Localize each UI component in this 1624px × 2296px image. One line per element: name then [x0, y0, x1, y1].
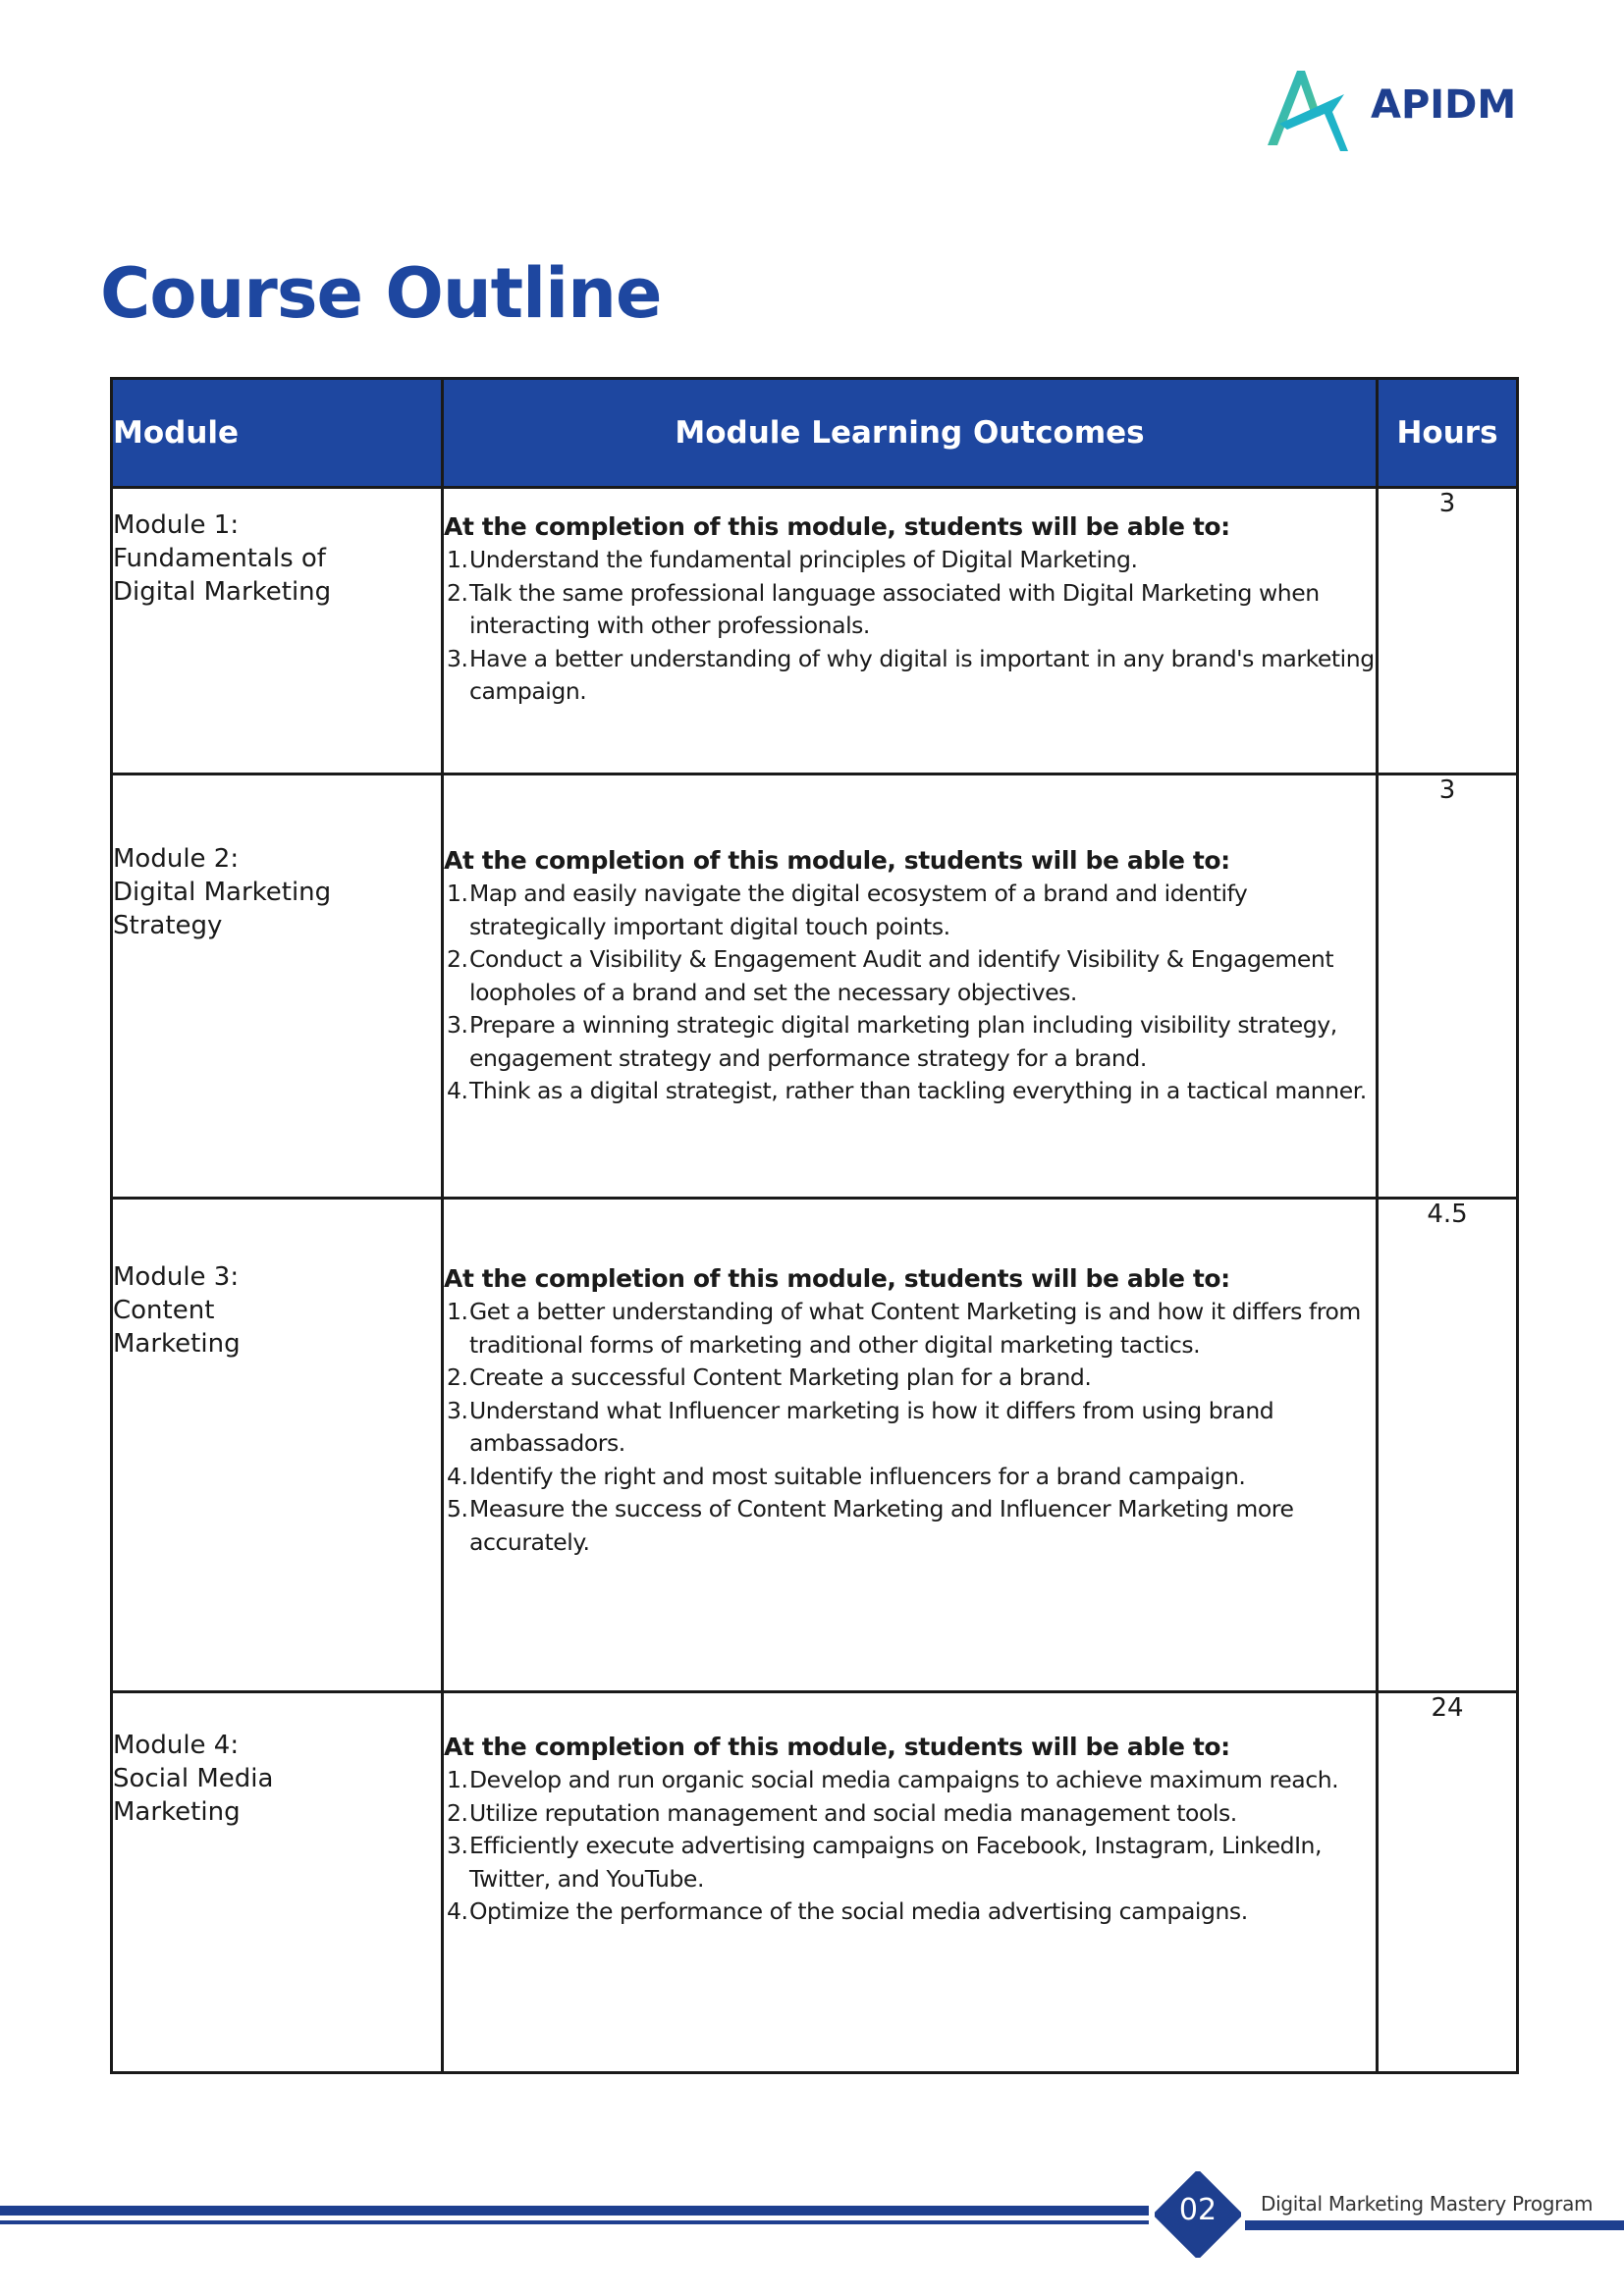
outcome-text: Map and easily navigate the digital ecosystem of a brand and identify strategically important digital touch points.	[469, 880, 1248, 940]
outcome-item	[447, 878, 1376, 943]
outcome-item	[447, 643, 1376, 709]
footer-bar-thin	[0, 2220, 1149, 2224]
outcomes-cell	[443, 1692, 1378, 2073]
header-outcomes: Module Learning Outcomes	[443, 379, 1378, 488]
footer-bar	[0, 2206, 1149, 2216]
outcomes-intro: At the completion of this module, students will be able to:	[444, 1264, 1230, 1293]
outcome-item	[447, 1461, 1376, 1494]
outcome-number: 1.	[447, 546, 468, 573]
module-name-line: Social Media	[113, 1764, 274, 1793]
outcome-text: Think as a digital strategist, rather than tackling everything in a tactical manner.	[469, 1077, 1367, 1104]
outcome-item	[447, 1395, 1376, 1461]
outcome-item	[447, 1764, 1376, 1797]
outcome-item	[447, 1075, 1376, 1108]
outcome-number: 4.	[447, 1077, 468, 1104]
outcome-item	[447, 1493, 1376, 1559]
outcome-item	[447, 1362, 1376, 1395]
outcome-number: 2.	[447, 945, 468, 973]
outcome-text: Conduct a Visibility & Engagement Audit and identify Visibility & Engagement loopholes of a brand and set the necessary objectives.	[469, 945, 1334, 1006]
outcomes-intro: At the completion of this module, students will be able to:	[444, 1733, 1230, 1761]
apidm-logo	[1260, 65, 1544, 153]
header-hours: Hours	[1378, 379, 1518, 488]
outcomes-list	[444, 544, 1376, 709]
outcome-text: Create a successful Content Marketing plan for a brand.	[469, 1363, 1092, 1391]
module-name-line: Fundamentals of	[113, 544, 326, 573]
outcome-item	[447, 1830, 1376, 1896]
outcomes-intro: At the completion of this module, students will be able to:	[444, 846, 1230, 875]
outcome-text: Understand what Influencer marketing is how it differs from using brand ambassadors.	[469, 1396, 1274, 1457]
outcome-number: 1.	[447, 1766, 468, 1793]
outcomes-intro: At the completion of this module, students will be able to:	[444, 512, 1230, 541]
hours-cell: 4.5	[1378, 1199, 1518, 1692]
module-name-line: Strategy	[113, 911, 223, 940]
outcome-item	[447, 544, 1376, 577]
outcome-number: 1.	[447, 880, 468, 907]
logo-text: APIDM	[1371, 82, 1517, 128]
page-number: 02	[1178, 2193, 1218, 2227]
hours-cell: 24	[1378, 1692, 1518, 2073]
outcomes-list	[444, 1296, 1376, 1559]
outcome-text: Efficiently execute advertising campaigns on Facebook, Instagram, LinkedIn, Twitter, and YouTube.	[469, 1832, 1323, 1893]
outcome-number: 3.	[447, 1396, 468, 1424]
outcome-text: Prepare a winning strategic digital marketing plan including visibility strategy, engagement strategy and performance strategy for a brand.	[469, 1011, 1337, 1072]
outcomes-cell	[443, 488, 1378, 774]
outcome-item	[447, 943, 1376, 1009]
outcome-item	[447, 1797, 1376, 1831]
outcome-item	[447, 1296, 1376, 1362]
outcome-number: 2.	[447, 1798, 468, 1827]
table-row	[112, 1199, 1518, 1692]
module-name-line: Digital Marketing	[113, 878, 332, 907]
module-name-line: Marketing	[113, 1329, 241, 1359]
outcome-text: Talk the same professional language associated with Digital Marketing when interacting with other professionals.	[469, 578, 1320, 639]
outcome-number: 3.	[447, 1832, 468, 1859]
outcome-number: 1.	[447, 1298, 468, 1325]
header-module: Module	[112, 379, 443, 488]
module-name-line: Marketing	[113, 1797, 241, 1827]
module-name-cell	[112, 774, 443, 1199]
outcome-number: 2.	[447, 578, 468, 607]
module-name-line: Digital Marketing	[113, 577, 332, 607]
module-name-cell	[112, 488, 443, 774]
outcome-number: 4.	[447, 1462, 468, 1490]
outcome-item	[447, 577, 1376, 643]
outcome-text: Utilize reputation management and social media management tools.	[469, 1798, 1237, 1827]
apidm-arrow-icon	[1260, 65, 1358, 153]
outcome-number: 2.	[447, 1363, 468, 1391]
hours-cell: 3	[1378, 488, 1518, 774]
module-name-line: Module 2:	[113, 844, 240, 874]
outcome-number: 3.	[447, 1011, 468, 1039]
module-name-line: Module 1:	[113, 510, 240, 540]
module-name-cell	[112, 1199, 443, 1692]
module-name-line: Module 3:	[113, 1262, 240, 1292]
table-row	[112, 774, 1518, 1199]
footer-bar-right	[1245, 2220, 1624, 2230]
footer-program-label: Digital Marketing Mastery Program	[1261, 2192, 1594, 2216]
outcome-text: Get a better understanding of what Content Marketing is and how it differs from traditional forms of marketing and other digital marketing tactics.	[469, 1298, 1361, 1359]
outcome-text: Have a better understanding of why digital is important in any brand's marketing campaign.	[469, 644, 1375, 705]
outcome-item	[447, 1896, 1376, 1929]
hours-cell: 3	[1378, 774, 1518, 1199]
outcome-text: Develop and run organic social media campaigns to achieve maximum reach.	[469, 1766, 1339, 1793]
page-title: Course Outline	[100, 253, 662, 334]
outcomes-cell	[443, 1199, 1378, 1692]
course-outline-table	[110, 377, 1519, 2074]
outcome-text: Optimize the performance of the social media advertising campaigns.	[469, 1897, 1248, 1925]
table-row	[112, 1692, 1518, 2073]
outcome-item	[447, 1009, 1376, 1075]
table-header-row	[112, 379, 1518, 488]
outcomes-list	[444, 1764, 1376, 1929]
outcome-number: 5.	[447, 1495, 468, 1522]
module-name-cell	[112, 1692, 443, 2073]
module-name-line: Module 4:	[113, 1731, 240, 1760]
outcome-text: Measure the success of Content Marketing and Influencer Marketing more accurately.	[469, 1495, 1294, 1556]
table-row	[112, 488, 1518, 774]
outcome-number: 4.	[447, 1897, 468, 1925]
outcome-text: Understand the fundamental principles of Digital Marketing.	[469, 546, 1138, 573]
outcomes-list	[444, 878, 1376, 1108]
outcome-number: 3.	[447, 644, 468, 672]
outcome-text: Identify the right and most suitable influencers for a brand campaign.	[469, 1462, 1246, 1490]
module-name-line: Content	[113, 1296, 215, 1325]
outcomes-cell	[443, 774, 1378, 1199]
